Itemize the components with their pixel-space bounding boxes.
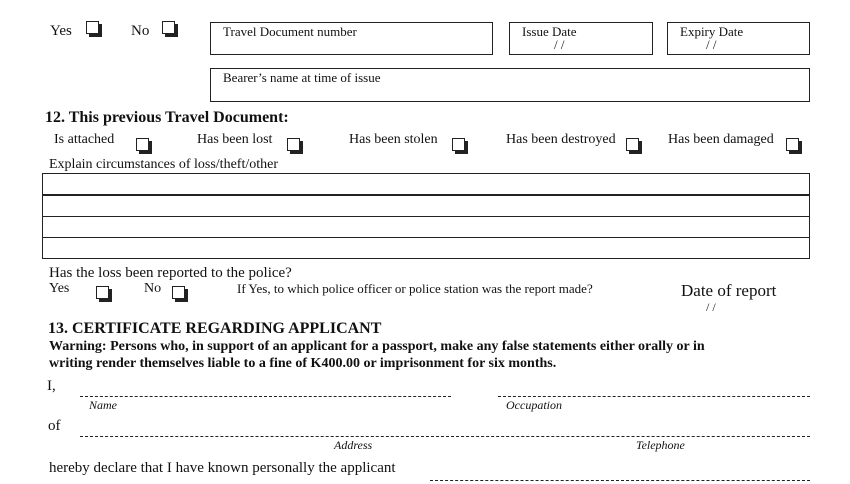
section-13-title: 13. CERTIFICATE REGARDING APPLICANT (48, 320, 382, 337)
police-yes-label: Yes (49, 281, 70, 296)
date-of-report-slashes: / / (706, 300, 716, 314)
date-of-report-label: Date of report (681, 281, 777, 300)
option-has-been-stolen-label: Has been stolen (349, 132, 438, 147)
address-line[interactable] (80, 436, 810, 437)
i-label: I, (47, 378, 56, 394)
option-has-been-damaged-label: Has been damaged (668, 132, 774, 147)
cut-off-header (52, 0, 56, 6)
expiry-date-label: Expiry Date (680, 24, 744, 39)
issue-date-slashes: / / (554, 37, 565, 52)
name-line[interactable] (80, 396, 451, 397)
has-been-destroyed-checkbox[interactable] (626, 138, 639, 151)
name-caption: Name (89, 398, 117, 412)
yes-label: Yes (50, 23, 72, 39)
bearer-name-label: Bearer’s name at time of issue (223, 70, 381, 85)
police-station-question: If Yes, to which police officer or police station was the report made? (237, 281, 593, 296)
no-label: No (131, 23, 150, 39)
has-been-stolen-checkbox[interactable] (452, 138, 465, 151)
is-attached-checkbox[interactable] (136, 138, 149, 151)
option-is-attached-label: Is attached (54, 132, 115, 147)
warning-line-2: writing render themselves liable to a fine of K400.00 or imprisonment for six months. (49, 356, 557, 371)
issue-date-field[interactable] (509, 22, 653, 55)
occupation-line[interactable] (498, 396, 810, 397)
police-no-label: No (144, 281, 162, 296)
telephone-caption: Telephone (636, 438, 685, 452)
yes-checkbox[interactable] (86, 21, 99, 34)
section-12-title: 12. This previous Travel Document: (45, 109, 289, 126)
explain-line-3[interactable] (42, 216, 810, 238)
applicant-known-line[interactable] (430, 480, 810, 481)
occupation-caption: Occupation (506, 398, 562, 412)
no-checkbox[interactable] (162, 21, 175, 34)
police-no-checkbox[interactable] (172, 286, 185, 299)
has-been-lost-checkbox[interactable] (287, 138, 300, 151)
bearer-name-field[interactable] (210, 68, 810, 102)
issue-date-label: Issue Date (522, 24, 577, 39)
declaration-text: hereby declare that I have known personally the applicant (49, 460, 396, 476)
expiry-date-field[interactable] (667, 22, 810, 55)
travel-document-number-field[interactable] (210, 22, 493, 55)
explain-line-1[interactable] (42, 173, 810, 195)
expiry-date-slashes: / / (706, 37, 717, 52)
explain-circumstances-label: Explain circumstances of loss/theft/other (49, 157, 278, 172)
address-caption: Address (334, 438, 373, 452)
warning-line-1: Warning: Persons who, in support of an applicant for a passport, make any false statements either orally or in (49, 339, 705, 354)
police-question: Has the loss been reported to the police? (49, 265, 292, 281)
explain-line-2[interactable] (42, 195, 810, 217)
travel-document-number-label: Travel Document number (223, 24, 357, 39)
explain-line-4[interactable] (42, 237, 810, 259)
of-label: of (48, 418, 61, 434)
police-yes-checkbox[interactable] (96, 286, 109, 299)
option-has-been-destroyed-label: Has been destroyed (506, 132, 616, 147)
has-been-damaged-checkbox[interactable] (786, 138, 799, 151)
option-has-been-lost-label: Has been lost (197, 132, 273, 147)
